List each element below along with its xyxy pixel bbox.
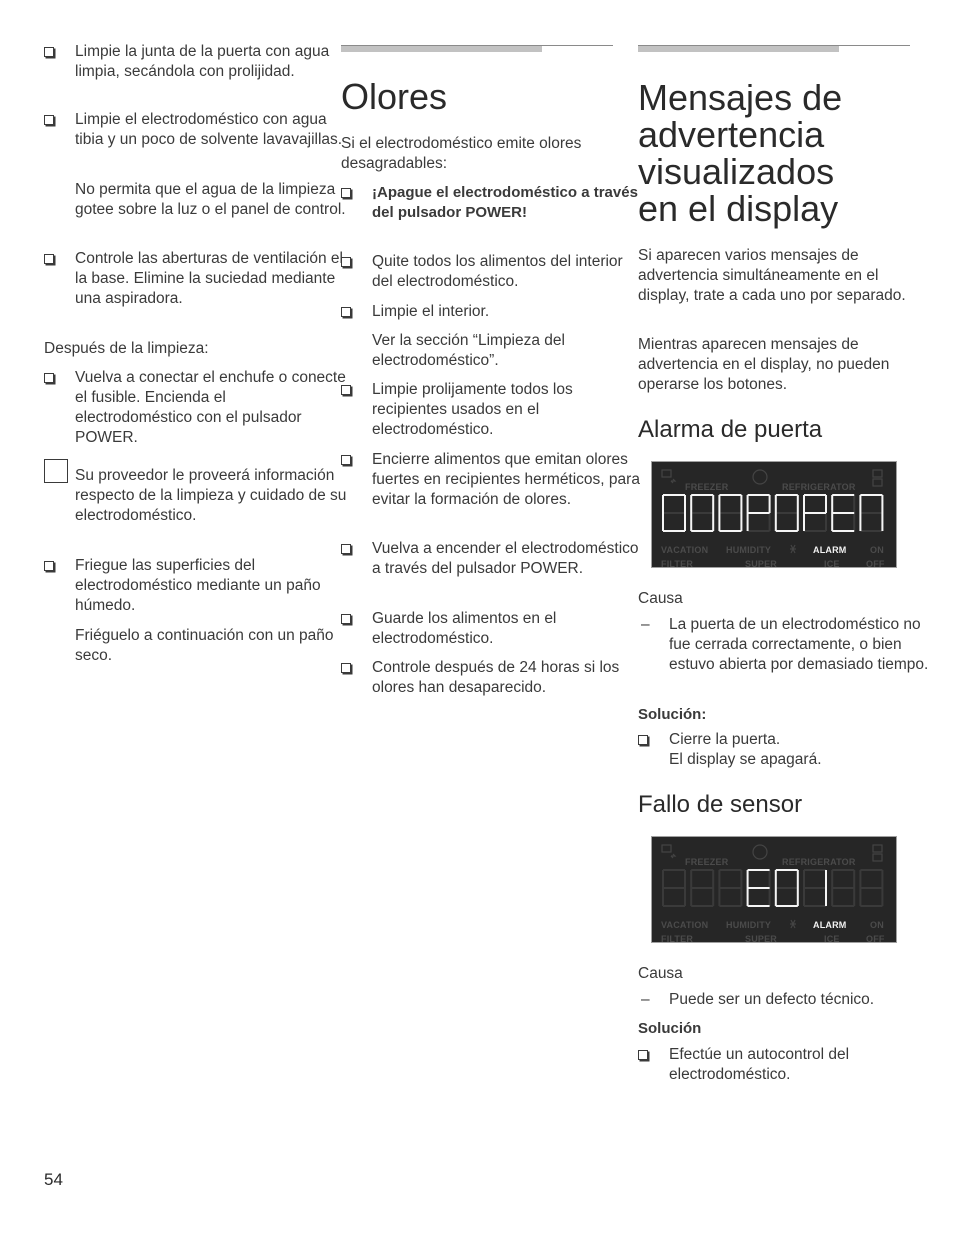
checkbox-bullet-icon (341, 614, 351, 624)
dash-bullet: – (641, 616, 650, 633)
checkbox-bullet-icon (341, 663, 351, 673)
checkbox-bullet-icon (44, 561, 54, 571)
display-label: ICE (824, 934, 840, 944)
display-label: REFRIGERATOR (782, 482, 856, 492)
display-label: ON (870, 545, 884, 555)
cause-label: Causa (638, 965, 683, 982)
display-segments (651, 836, 897, 943)
paragraph: Si aparecen varios mensajes de advertencia simultáneamente en el display, trate a cada uno por separado. (638, 247, 906, 304)
display-label-alarm: ALARM (813, 920, 847, 930)
display-label: SUPER (745, 934, 778, 944)
page-number: 54 (44, 1170, 63, 1189)
section-title: Mensajes de advertencia visualizados en el display (638, 77, 843, 229)
list-note: Ver la sección “Limpieza del electrodoméstico”. (372, 332, 565, 369)
section-rule (638, 45, 910, 52)
display-label: FREEZER (685, 482, 729, 492)
list-item: – La puerta de un electrodoméstico no fue cerrada correctamente, o bien estuvo abierta por demasiado tiempo. (641, 616, 929, 673)
list-item: ¡Apague el electrodoméstico a través del pulsador POWER! (341, 183, 644, 223)
solution-label: Solución: (638, 706, 707, 723)
subsection-heading: Alarma de puerta (638, 416, 823, 443)
list-item: Vuelva a conectar el enchufe o conecte el fusible. Encienda el electrodoméstico con el pulsador POWER. (44, 368, 347, 448)
display-label: VACATION (661, 920, 709, 930)
display-label: OFF (866, 934, 885, 944)
display-panel (651, 836, 897, 943)
display-panel (651, 461, 897, 568)
checkbox-bullet-icon (638, 735, 648, 745)
display-label: ON (870, 920, 884, 930)
checkbox-bullet-icon (341, 257, 351, 267)
list-item: Guarde los alimentos en el electrodoméstico. (341, 609, 644, 649)
cause-label: Causa (638, 590, 683, 607)
list-item: – Puede ser un defecto técnico. (641, 991, 875, 1008)
list-item: Quite todos los alimentos del interior del electrodoméstico. (341, 252, 644, 292)
list-item: Controle las aberturas de ventilación el la base. Elimine la suciedad mediante una aspiradora. (44, 249, 347, 309)
list-item: Limpie el electrodoméstico con agua tibia y un poco de solvente lavavajillas. (44, 110, 347, 150)
section-title: Olores (341, 76, 448, 117)
list-item: Encierre alimentos que emitan olores fuertes en recipientes herméticos, para evitar la formación de olores. (341, 450, 644, 510)
list-note: Friéguelo a continuación con un paño seco. (75, 627, 334, 664)
display-label: VACATION (661, 545, 709, 555)
checkbox-bullet-icon (341, 188, 351, 198)
display-label: SUPER (745, 559, 778, 569)
list-item: Friegue las superficies del electrodoméstico mediante un paño húmedo. (44, 556, 347, 616)
checkbox-bullet-icon (44, 115, 54, 125)
solution-label: Solución (638, 1020, 702, 1037)
checkbox-bullet-icon (341, 455, 351, 465)
display-label: FILTER (661, 559, 694, 569)
empty-box-icon (44, 459, 68, 483)
display-label: HUMIDITY (726, 545, 772, 555)
dash-bullet: – (641, 991, 650, 1008)
list-item: Efectúe un autocontrol del electrodoméstico. (638, 1045, 941, 1085)
list-note: El display se apagará. (669, 751, 822, 768)
list-item: Limpie el interior. (341, 302, 644, 322)
paragraph: Mientras aparecen mensajes de advertencia en el display, no pueden operarse los botones. (638, 336, 890, 393)
checkbox-bullet-icon (44, 254, 54, 264)
display-label-alarm: ALARM (813, 545, 847, 555)
list-item: Controle después de 24 horas si los olores han desaparecido. (341, 658, 644, 698)
display-label: REFRIGERATOR (782, 857, 856, 867)
list-item: Vuelva a encender el electrodoméstico a través del pulsador POWER. (341, 539, 644, 579)
checkbox-bullet-icon (638, 1050, 648, 1060)
display-label: ICE (824, 559, 840, 569)
display-label: FREEZER (685, 857, 729, 867)
display-label: HUMIDITY (726, 920, 772, 930)
display-label: FILTER (661, 934, 694, 944)
list-item: Su proveedor le proveerá información respecto de la limpieza y cuidado de su electrodoméstico. (44, 466, 347, 526)
list-item: Limpie la junta de la puerta con agua limpia, secándola con prolijidad. (44, 42, 347, 82)
checkbox-bullet-icon (341, 544, 351, 554)
display-segments (651, 461, 897, 568)
list-note: No permita que el agua de la limpieza gotee sobre la luz o el panel de control. (75, 181, 346, 218)
list-item: Cierre la puerta. (638, 730, 941, 750)
checkbox-bullet-icon (341, 307, 351, 317)
list-item: Limpie prolijamente todos los recipientes usados en el electrodoméstico. (341, 380, 644, 440)
subsection-heading: Fallo de sensor (638, 791, 803, 818)
after-cleaning-label: Después de la limpieza: (44, 340, 209, 357)
intro-text: Si el electrodoméstico emite olores desagradables: (341, 135, 582, 172)
section-rule (341, 45, 613, 52)
checkbox-bullet-icon (44, 47, 54, 57)
display-label: OFF (866, 559, 885, 569)
checkbox-bullet-icon (44, 373, 54, 383)
checkbox-bullet-icon (341, 385, 351, 395)
